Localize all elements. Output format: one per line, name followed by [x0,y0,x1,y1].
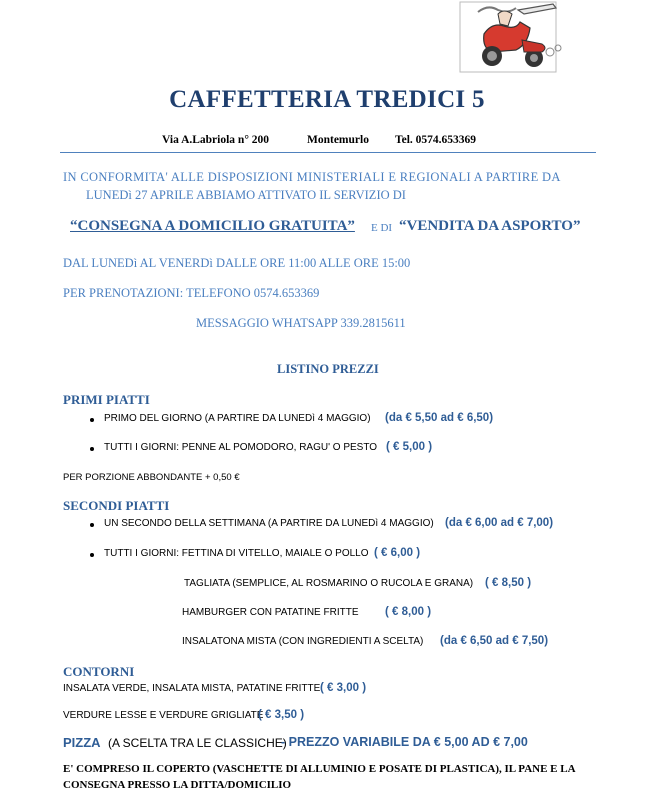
footer-line-1: E' COMPRESO IL COPERTO (VASCHETTE DI ALLUMINIO E POSATE DI PLASTICA), IL PANE E LA [63,763,576,775]
secondi-item-label: TUTTI I GIORNI: FETTINA DI VITELLO, MAIALE O POLLO [104,548,369,559]
pizza-price: - PREZZO VARIABILE DA € 5,00 AD € 7,00 [281,735,528,749]
address: Via A.Labriola n° 200 [162,134,270,146]
booking: PER PRENOTAZIONI: TELEFONO 0574.653369 [63,286,320,300]
secondi-extra-label: HAMBURGER CON PATATINE FRITTE [182,607,359,618]
intro-line-2: LUNEDì 27 APRILE ABBIAMO ATTIVATO IL SERVIZIO DI [86,188,406,202]
intro-line-1: IN CONFORMITA' ALLE DISPOSIZIONI MINISTERIALI E REGIONALI A PARTIRE DA [63,170,561,184]
secondi-extra-label: TAGLIATA (SEMPLICE, AL ROSMARINO O RUCOLA E GRANA) [184,578,474,589]
secondi-extra-price: ( € 8,00 ) [385,606,432,618]
hours: DAL LUNEDì AL VENERDì DALLE ORE 11:00 ALLE ORE 15:00 [63,256,411,270]
contorni-heading: CONTORNI [63,664,135,679]
primi-item-price: (da € 5,50 ad € 6,50) [385,412,494,424]
primi-heading: PRIMI PIATTI [63,392,150,407]
bullet-icon [90,523,94,527]
primi-item-price: ( € 5,00 ) [386,441,433,453]
bullet-icon [90,418,94,422]
primi-item-label: PRIMO DEL GIORNO (A PARTIRE DA LUNEDì 4 MAGGIO) [104,413,371,424]
contorni-item-label: INSALATA VERDE, INSALATA MISTA, PATATINE FRITTE [63,683,321,694]
service-connector: E DI [371,222,393,234]
contorni-item-price: ( € 3,00 ) [320,682,367,694]
city: Montemurlo [307,134,369,146]
whatsapp: MESSAGGIO WHATSAPP 339.2815611 [196,316,406,330]
contorni-item-price: ( € 3,50 ) [258,709,305,721]
bullet-icon [90,553,94,557]
bullet-icon [90,447,94,451]
secondi-item-price: ( € 6,00 ) [374,547,421,559]
secondi-extra-price: ( € 8,50 ) [485,577,532,589]
footer-line-2: CONSEGNA PRESSO LA DITTA/DOMICILIO [63,779,292,791]
contorni-item-label: VERDURE LESSE E VERDURE GRIGLIATE [63,710,264,721]
secondi-extra-label: INSALATONA MISTA (CON INGREDIENTI A SCELTA) [182,636,424,647]
secondi-item-label: UN SECONDO DELLA SETTIMANA (A PARTIRE DA LUNEDì 4 MAGGIO) [104,518,434,529]
service-delivery: “CONSEGNA A DOMICILIO GRATUITA” [70,218,355,234]
primi-note: PER PORZIONE ABBONDANTE + 0,50 € [63,472,240,483]
service-takeaway: “VENDITA DA ASPORTO” [399,218,581,234]
scooter-logo-icon [458,0,570,74]
phone: Tel. 0574.653369 [395,134,477,146]
primi-item-label: TUTTI I GIORNI: PENNE AL POMODORO, RAGU' O PESTO [104,442,378,453]
pizza-heading: PIZZA [63,735,101,750]
price-list-title: LISTINO PREZZI [277,362,379,376]
secondi-extra-price: (da € 6,50 ad € 7,50) [440,635,549,647]
secondi-item-price: (da € 6,00 ad € 7,00) [445,517,554,529]
header-divider [60,152,596,153]
page-title: CAFFETTERIA TREDICI 5 [169,86,485,113]
secondi-heading: SECONDI PIATTI [63,498,170,513]
pizza-note: (A SCELTA TRA LE CLASSICHE) [108,736,287,750]
